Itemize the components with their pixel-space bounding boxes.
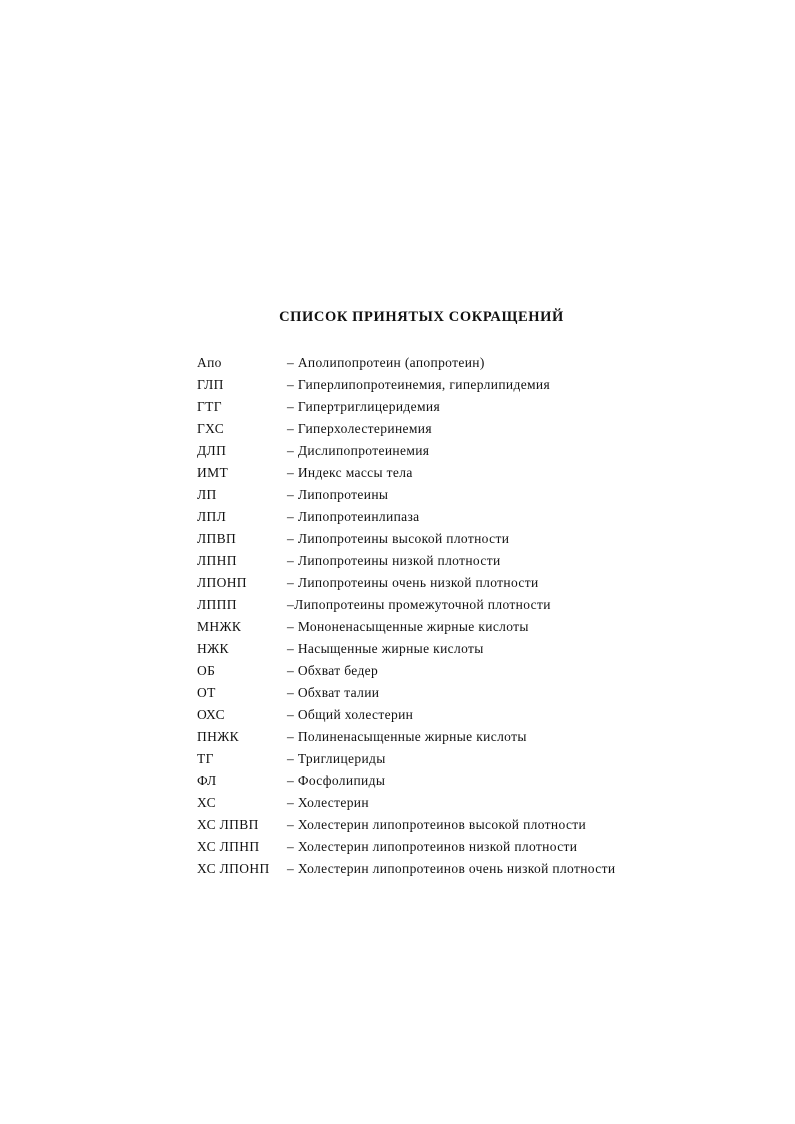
abbreviation-definition: – Липопротеины <box>287 487 389 502</box>
abbreviation-term: ПНЖК <box>197 729 239 744</box>
abbreviation-term: ХС <box>197 795 216 810</box>
abbreviation-term: ЛППП <box>197 597 237 612</box>
abbreviation-definition: – Гиперхолестеринемия <box>287 421 432 436</box>
list-item <box>197 770 615 792</box>
abbreviation-term: ФЛ <box>197 773 217 788</box>
abbreviation-definition: – Мононенасыщенные жирные кислоты <box>287 619 529 634</box>
list-item <box>197 682 615 704</box>
abbreviation-term: ГТГ <box>197 399 222 414</box>
list-item <box>197 462 615 484</box>
abbreviation-term: ХС ЛПНП <box>197 839 260 854</box>
abbreviation-definition: – Аполипопротеин (апопротеин) <box>287 355 485 370</box>
abbreviation-definition: – Дислипопротеинемия <box>287 443 430 458</box>
abbreviation-definition: –Липопротеины промежуточной плотности <box>287 597 551 612</box>
list-item <box>197 440 615 462</box>
abbreviation-term: ЛПВП <box>197 531 237 546</box>
abbreviation-definition: – Обхват талии <box>287 685 380 700</box>
abbreviation-term: ГЛП <box>197 377 224 392</box>
list-item <box>197 528 615 550</box>
abbreviation-definition: – Индекс массы тела <box>287 465 413 480</box>
list-item <box>197 814 615 836</box>
list-item <box>197 660 615 682</box>
abbreviation-term: ИМТ <box>197 465 229 480</box>
abbreviation-term: ДЛП <box>197 443 227 458</box>
abbreviation-list <box>197 352 615 880</box>
abbreviation-term: ОТ <box>197 685 216 700</box>
abbreviation-definition: – Липопротеины очень низкой плотности <box>287 575 539 590</box>
list-item <box>197 484 615 506</box>
abbreviation-term: ЛПОНП <box>197 575 247 590</box>
abbreviation-definition: – Триглицериды <box>287 751 386 766</box>
list-item <box>197 374 615 396</box>
abbreviation-definition: – Холестерин липопротеинов очень низкой плотности <box>287 861 616 876</box>
abbreviation-definition: – Полиненасыщенные жирные кислоты <box>287 729 527 744</box>
list-item <box>197 792 615 814</box>
abbreviation-term: ЛП <box>197 487 217 502</box>
list-item <box>197 594 615 616</box>
abbreviation-term: НЖК <box>197 641 229 656</box>
list-item <box>197 748 615 770</box>
abbreviation-definition: – Общий холестерин <box>287 707 414 722</box>
abbreviation-definition: – Холестерин <box>287 795 369 810</box>
list-item <box>197 550 615 572</box>
abbreviation-term: Апо <box>197 355 222 370</box>
abbreviation-definition: – Гиперлипопротеинемия, гиперлипидемия <box>287 377 551 392</box>
abbreviation-definition: – Насыщенные жирные кислоты <box>287 641 484 656</box>
abbreviation-term: ОБ <box>197 663 216 678</box>
page-title: СПИСОК ПРИНЯТЫХ СОКРАЩЕНИЙ <box>279 309 564 325</box>
abbreviation-term: ОХС <box>197 707 225 722</box>
list-item <box>197 726 615 748</box>
abbreviation-term: МНЖК <box>197 619 242 634</box>
list-item <box>197 418 615 440</box>
list-item <box>197 572 615 594</box>
list-item <box>197 396 615 418</box>
list-item <box>197 616 615 638</box>
abbreviation-definition: – Липопротеинлипаза <box>287 509 420 524</box>
abbreviation-definition: – Липопротеины низкой плотности <box>287 553 501 568</box>
abbreviation-term: ХС ЛПОНП <box>197 861 270 876</box>
abbreviation-definition: – Гипертриглицеридемия <box>287 399 441 414</box>
abbreviation-definition: – Фосфолипиды <box>287 773 386 788</box>
list-item <box>197 638 615 660</box>
abbreviation-term: ХС ЛПВП <box>197 817 259 832</box>
abbreviation-term: ЛПНП <box>197 553 237 568</box>
abbreviation-definition: – Холестерин липопротеинов высокой плотности <box>287 817 587 832</box>
list-item <box>197 506 615 528</box>
list-item <box>197 352 615 374</box>
abbreviation-definition: – Обхват бедер <box>287 663 379 678</box>
abbreviation-term: ТГ <box>197 751 214 766</box>
abbreviation-definition: – Липопротеины высокой плотности <box>287 531 510 546</box>
list-item <box>197 836 615 858</box>
abbreviation-definition: – Холестерин липопротеинов низкой плотности <box>287 839 578 854</box>
abbreviation-term: ГХС <box>197 421 225 436</box>
abbreviation-term: ЛПЛ <box>197 509 227 524</box>
list-item <box>197 858 615 880</box>
list-item <box>197 704 615 726</box>
